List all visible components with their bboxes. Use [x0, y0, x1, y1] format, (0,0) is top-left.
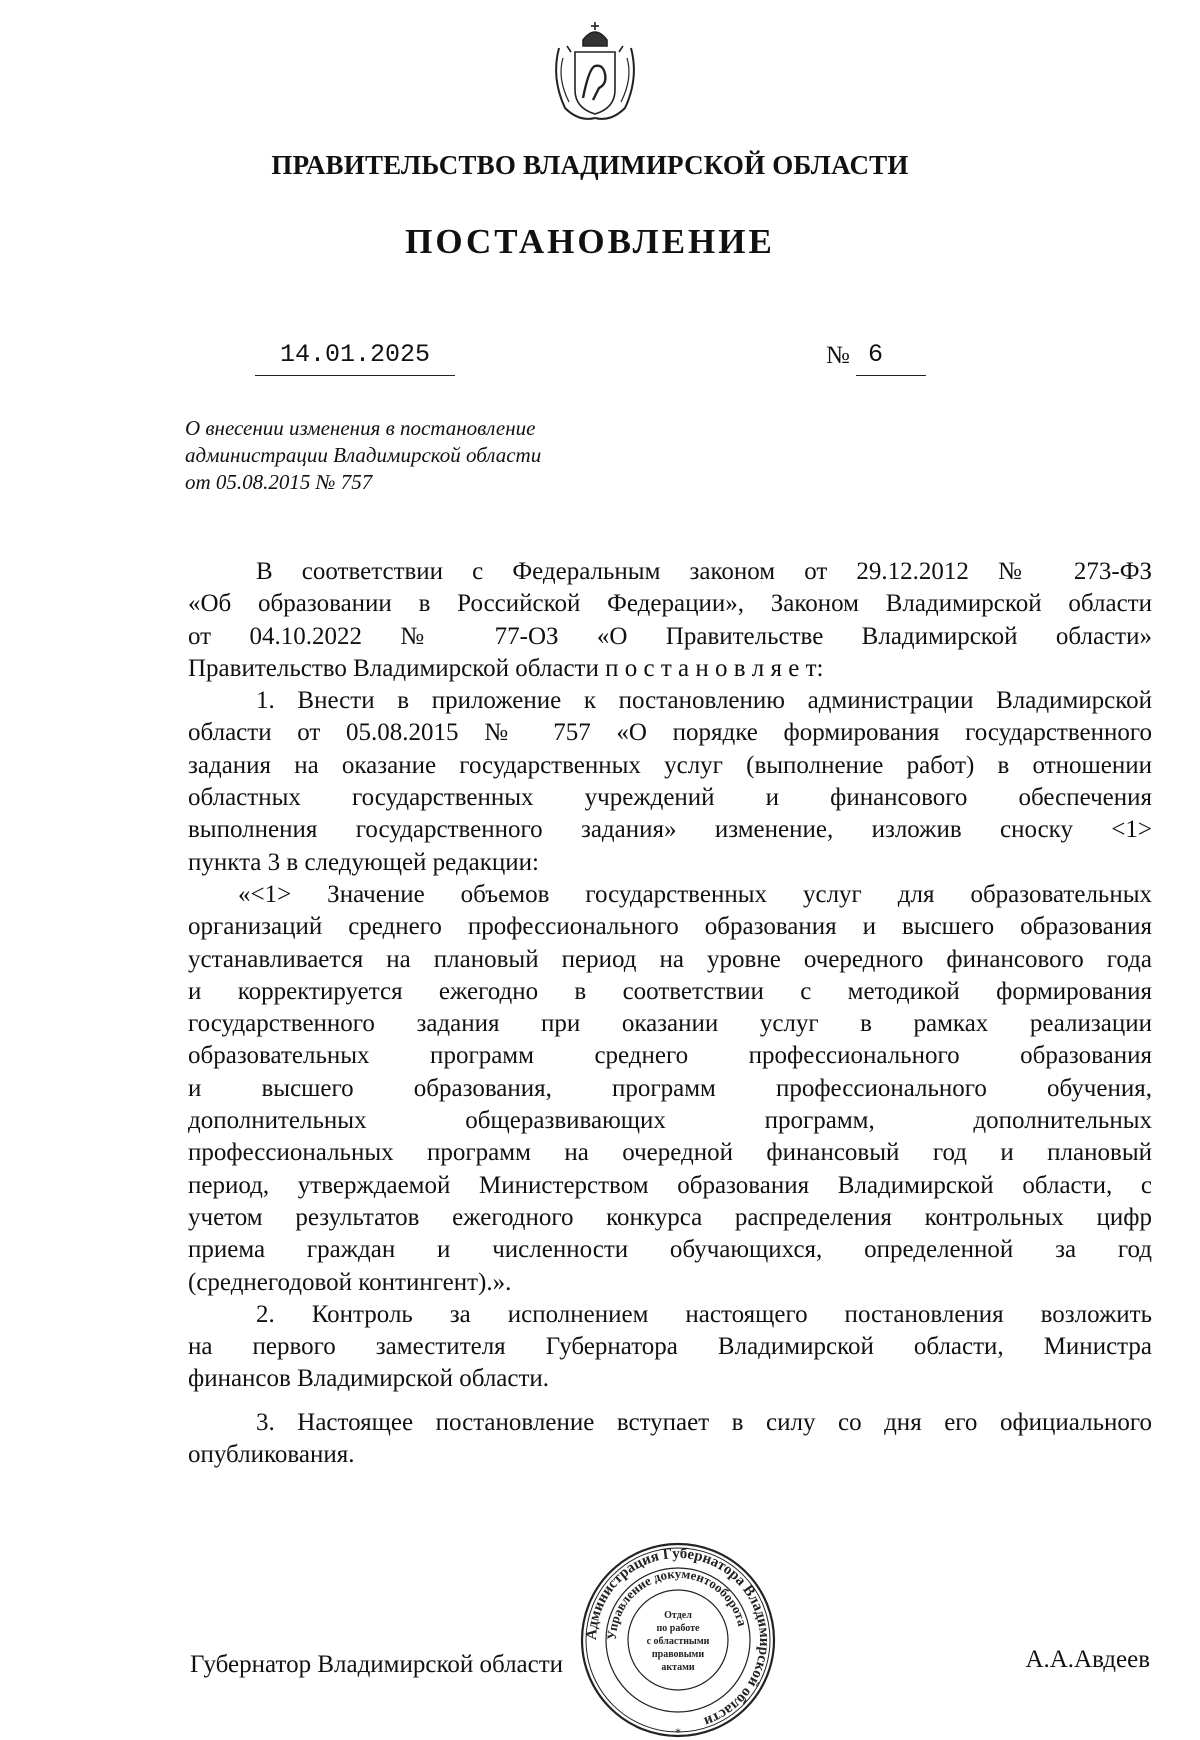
- quote-line: (среднегодовой контингент).».: [188, 1268, 512, 1296]
- item1-line: 1. Внести в приложение к постановлению администрации Владимирской: [256, 687, 1152, 715]
- item2-line: финансов Владимирской области.: [188, 1365, 550, 1393]
- preamble-line: В соответствии с Федеральным законом от 29.12.2012 № 273-ФЗ: [256, 558, 1152, 585]
- quote-line: дополнительных общеразвивающих программ, дополнительных: [188, 1107, 1152, 1135]
- document-type-title: ПОСТАНОВЛЕНИЕ: [405, 222, 775, 261]
- signer-name: А.А.Авдеев: [1025, 1646, 1150, 1673]
- document-date: 14.01.2025: [279, 340, 431, 369]
- quote-line: учетом результатов ежегодного конкурса распределения контрольных цифр: [188, 1203, 1152, 1231]
- document-subject: [185, 415, 541, 496]
- document-body: [188, 556, 1152, 1471]
- item1-line: области от 05.08.2015 № 757 «О порядке формирования государственного: [188, 719, 1152, 747]
- item1-line: выполнения государственного задания» изменение, изложив сноску <1>: [188, 816, 1152, 844]
- stamp-center-line: правовыми: [651, 1649, 705, 1660]
- item2-line: на первого заместителя Губернатора Владимирской области, Министра: [188, 1333, 1152, 1361]
- stamp-outer-text: Администрация Губернатора Владимирской области: [583, 1545, 773, 1730]
- coat-of-arms-icon: [545, 18, 645, 128]
- subject-line: от 05.08.2015 № 757: [185, 470, 373, 494]
- item1-line: задания на оказание государственных услуг (выполнение работ) в отношении: [188, 751, 1152, 779]
- quote-line: и высшего образования, программ профессионального обучения,: [188, 1074, 1152, 1102]
- item3-line: 3. Настоящее постановление вступает в силу со дня его официального: [256, 1408, 1152, 1436]
- quote-line: государственного задания при оказании услуг в рамках реализации: [188, 1010, 1152, 1038]
- item1-line: областных государственных учреждений и финансового обеспечения: [188, 784, 1152, 812]
- organization-title: ПРАВИТЕЛЬСТВО ВЛАДИМИРСКОЙ ОБЛАСТИ: [271, 150, 909, 180]
- quote-line: устанавливается на плановый период на уровне очередного финансового года: [188, 945, 1152, 973]
- stamp-inner-text: Управление документооборота: [603, 1565, 751, 1641]
- item3-line: опубликования.: [188, 1441, 355, 1469]
- number-sign: №: [826, 342, 850, 369]
- quote-line: профессиональных программ на очередной финансовый год и плановый: [188, 1139, 1152, 1167]
- quote-line: и корректируется ежегодно в соответствии с методикой формирования: [188, 977, 1152, 1005]
- quote-line: период, утверждаемой Министерством образования Владимирской области, с: [188, 1171, 1152, 1199]
- preamble-line: от 04.10.2022 № 77-ОЗ «О Правительстве Владимирской области»: [188, 622, 1152, 650]
- item2-line: 2. Контроль за исполнением настоящего постановления возложить: [256, 1300, 1152, 1328]
- preamble-line: Правительство Владимирской области п о с т а н о в л я е т:: [188, 654, 824, 682]
- item1-line: пункта 3 в следующей редакции:: [188, 848, 539, 876]
- preamble-line: «Об образовании в Российской Федерации», Законом Владимирской области: [188, 590, 1152, 618]
- quote-line: организаций среднего профессионального образования и высшего образования: [188, 913, 1152, 941]
- stamp-center-line: актами: [661, 1662, 695, 1673]
- document-number: 6: [868, 340, 884, 369]
- stamp-center-line: с областными: [646, 1636, 710, 1647]
- stamp-center-line: Отдел: [664, 1610, 692, 1621]
- number-underline: [856, 375, 926, 376]
- stamp-star-icon: *: [675, 1725, 681, 1739]
- quote-line: «<1> Значение объемов государственных услуг для образовательных: [238, 880, 1152, 908]
- subject-line: администрации Владимирской области: [185, 443, 542, 467]
- signer-title: Губернатор Владимирской области: [190, 1651, 564, 1678]
- date-underline: [255, 375, 455, 376]
- quote-line: приема граждан и численности обучающихся, определенной за год: [188, 1236, 1152, 1264]
- official-stamp: [578, 1540, 778, 1740]
- subject-line: О внесении изменения в постановление: [185, 416, 536, 440]
- quote-line: образовательных программ среднего профессионального образования: [188, 1042, 1152, 1070]
- stamp-center-line: по работе: [656, 1623, 700, 1634]
